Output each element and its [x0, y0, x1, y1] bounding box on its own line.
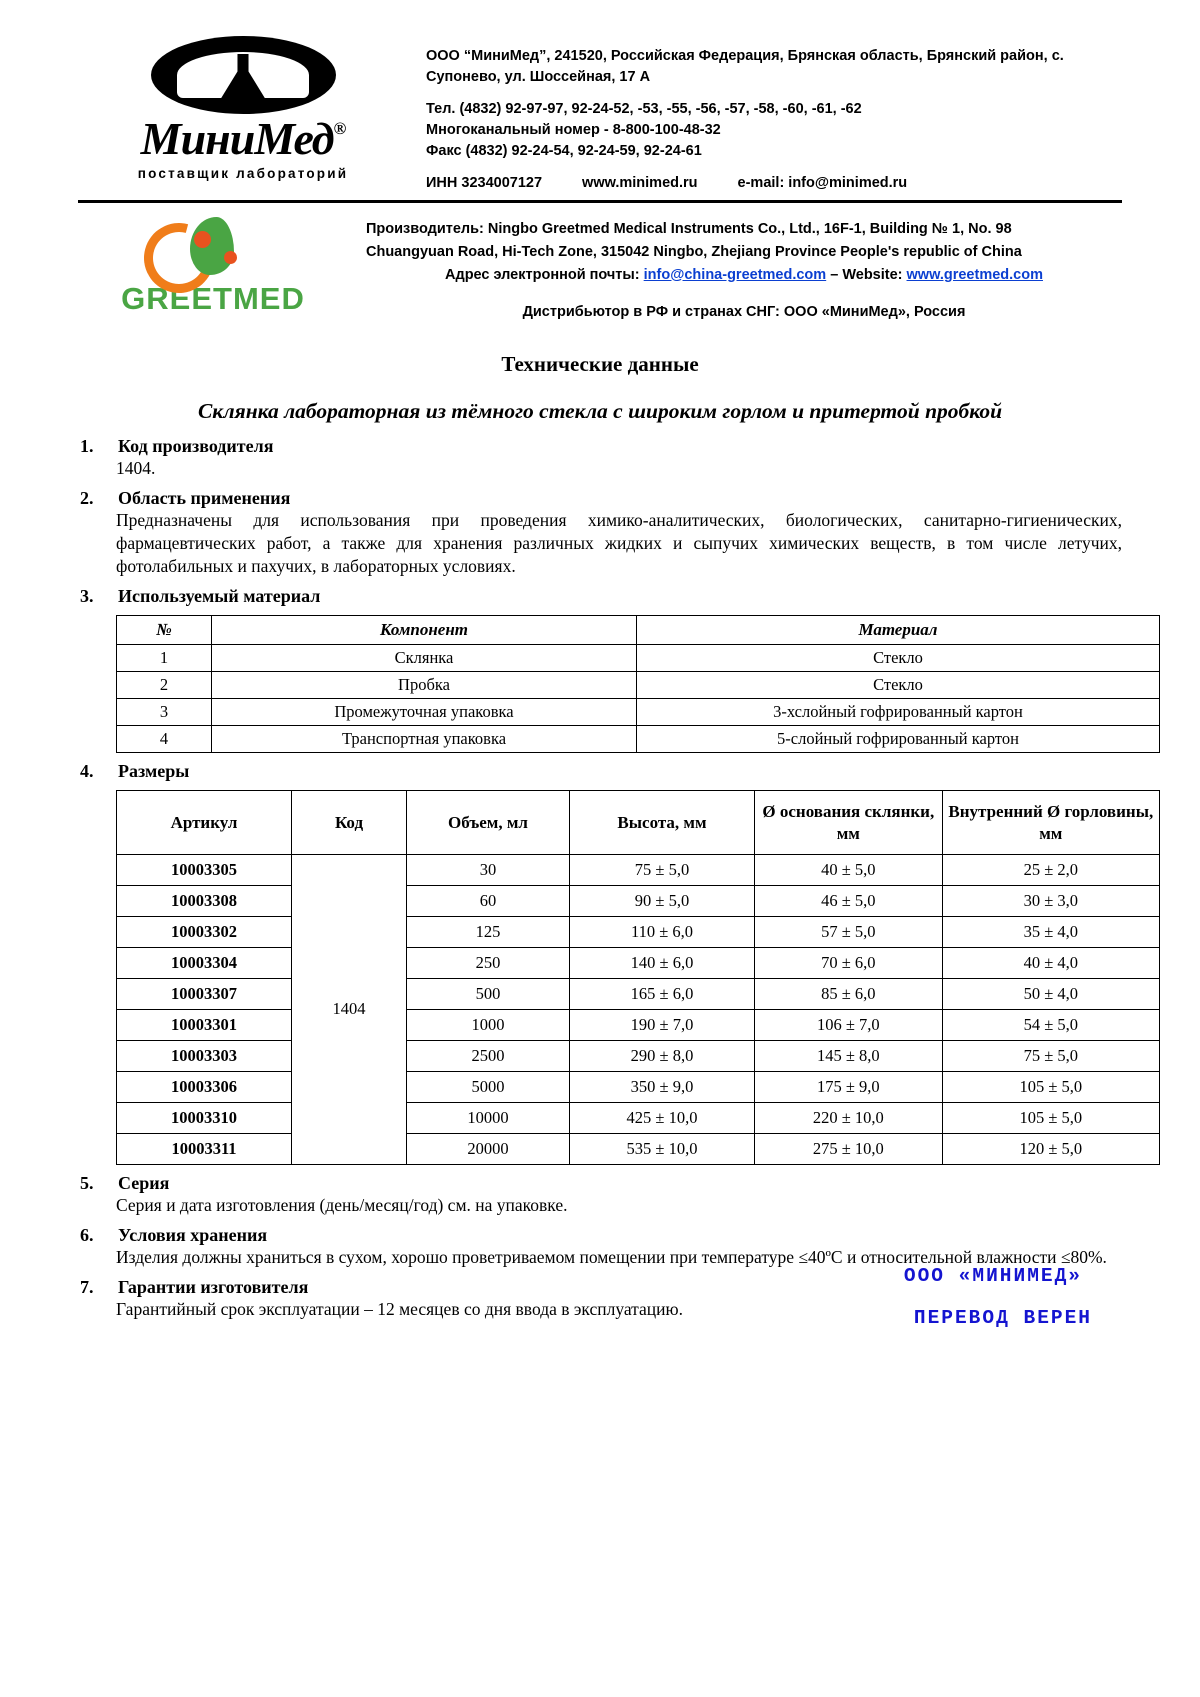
col-article: Артикул: [117, 791, 292, 855]
cell-volume: 1000: [407, 1009, 570, 1040]
cell-volume: 125: [407, 916, 570, 947]
manufacturer-email[interactable]: info@china-greetmed.com: [643, 266, 827, 283]
distributor-line: Дистрибьютор в РФ и странах СНГ: ООО «МиниМед», Россия: [522, 304, 966, 321]
minimed-logo-text: МиниМед: [140, 113, 334, 164]
cell-component: Промежуточная упаковка: [212, 699, 637, 726]
col-neck-diameter: Внутренний Ø горловины, мм: [942, 791, 1159, 855]
cell-neck-diameter: 50 ± 4,0: [942, 978, 1159, 1009]
table-row: [117, 916, 1160, 947]
manufacturer-website[interactable]: www.greetmed.com: [906, 266, 1043, 283]
cell-neck-diameter: 105 ± 5,0: [942, 1102, 1159, 1133]
section-materials: [78, 586, 1122, 607]
cell-component: Транспортная упаковка: [212, 726, 637, 753]
cell-height: 350 ± 9,0: [570, 1071, 755, 1102]
company-ids-row: [426, 173, 1122, 194]
cell-volume: 2500: [407, 1040, 570, 1071]
section-number: 4.: [80, 761, 94, 782]
cell-material: Стекло: [637, 645, 1160, 672]
cell-volume: 30: [407, 854, 570, 885]
section-number: 5.: [80, 1172, 94, 1193]
section-title: Размеры: [118, 761, 190, 782]
section-dimensions: [78, 761, 1122, 782]
section-number: 1.: [80, 436, 94, 457]
cell-neck-diameter: 54 ± 5,0: [942, 1009, 1159, 1040]
section-manufacturer-code: [78, 436, 1122, 480]
section-heading: [78, 1173, 1122, 1194]
minimed-logo-tagline: поставщик лабораторий: [137, 166, 349, 181]
cell-base-diameter: 106 ± 7,0: [755, 1009, 943, 1040]
cell-volume: 20000: [407, 1133, 570, 1164]
cell-base-diameter: 85 ± 6,0: [755, 978, 943, 1009]
section-body: Предназначены для использования при проведения химико-аналитических, биологических, санитарно-гигиенических, фармацевтических работ, а также для хранения различных жидких и сыпучих химических веществ, в том числе летучих, фотолабильных и пахучих, в лабораторных условиях.: [116, 510, 1122, 577]
section-title: Условия хранения: [118, 1225, 268, 1246]
table-row: [117, 699, 1160, 726]
table-row: [117, 854, 1160, 885]
company-email[interactable]: e-mail: info@minimed.ru: [737, 175, 908, 192]
minimed-emblem-icon: [78, 36, 408, 114]
manufacturer-website-label: Website:: [842, 266, 903, 283]
materials-table: [116, 615, 1160, 753]
minimed-logo-word: [140, 113, 346, 164]
cell-neck-diameter: 35 ± 4,0: [942, 916, 1159, 947]
cell-base-diameter: 40 ± 5,0: [755, 854, 943, 885]
cell-height: 75 ± 5,0: [570, 854, 755, 885]
cell-material: 5-слойный гофрированный картон: [637, 726, 1160, 753]
manufacturer-block: [78, 213, 1122, 324]
cell-volume: 60: [407, 885, 570, 916]
section-body: Изделия должны храниться в сухом, хорошо проветриваемом помещении при температуре ≤40ºС и относительной влажности ≤80%.: [116, 1247, 1107, 1268]
manufacturer-line-2: Chuangyuan Road, Hi-Tech Zone, 315042 Ningbo, Zhejiang Province People's republic of China: [366, 243, 1022, 260]
company-multichannel: Многоканальный номер - 8-800-100-48-32: [426, 122, 721, 139]
col-height: Высота, мм: [570, 791, 755, 855]
cell-component: Склянка: [212, 645, 637, 672]
company-website[interactable]: www.minimed.ru: [582, 175, 698, 192]
section-heading: [78, 1225, 1122, 1246]
company-inn: ИНН 3234007127: [426, 175, 543, 192]
table-header-row: [117, 616, 1160, 645]
cell-neck-diameter: 40 ± 4,0: [942, 947, 1159, 978]
cell-component: Пробка: [212, 672, 637, 699]
section-heading: [78, 436, 1122, 457]
table-row: [117, 1102, 1160, 1133]
cell-volume: 500: [407, 978, 570, 1009]
cell-height: 535 ± 10,0: [570, 1133, 755, 1164]
cell-neck-diameter: 120 ± 5,0: [942, 1133, 1159, 1164]
section-title: Используемый материал: [118, 586, 321, 607]
cell-article: 10003306: [117, 1071, 292, 1102]
section-storage-conditions: [78, 1225, 1122, 1269]
cell-article: 10003310: [117, 1102, 292, 1133]
greetmed-logo-word: GREETMED: [121, 281, 305, 317]
section-title: Гарантии изготовителя: [118, 1277, 309, 1298]
cell-article: 10003311: [117, 1133, 292, 1164]
cell-volume: 10000: [407, 1102, 570, 1133]
manufacturer-dash: –: [830, 266, 839, 283]
stamp-translation-line: ПЕРЕВОД ВЕРЕН: [913, 1307, 1092, 1329]
section-title: Серия: [118, 1172, 170, 1193]
manufacturer-email-label: Адрес электронной почты:: [445, 266, 640, 283]
letterhead: [78, 28, 1122, 194]
section-application-area: [78, 488, 1122, 578]
cell-height: 165 ± 6,0: [570, 978, 755, 1009]
header-divider: [78, 200, 1122, 203]
section-title: Область применения: [118, 488, 291, 509]
cell-base-diameter: 175 ± 9,0: [755, 1071, 943, 1102]
cell-number: 3: [117, 699, 212, 726]
cell-article: 10003303: [117, 1040, 292, 1071]
cell-height: 110 ± 6,0: [570, 916, 755, 947]
section-heading: [78, 586, 1122, 607]
section-body: Гарантийный срок эксплуатации – 12 месяцев со дня ввода в эксплуатацию.: [116, 1299, 683, 1320]
cell-base-diameter: 145 ± 8,0: [755, 1040, 943, 1071]
cell-neck-diameter: 75 ± 5,0: [942, 1040, 1159, 1071]
company-phones: Тел. (4832) 92-97-97, 92-24-52, -53, -55, -56, -57, -58, -60, -61, -62: [426, 101, 862, 118]
cell-article: 10003308: [117, 885, 292, 916]
table-row: [117, 1133, 1160, 1164]
cell-neck-diameter: 25 ± 2,0: [942, 854, 1159, 885]
col-volume: Объем, мл: [407, 791, 570, 855]
section-body: 1404.: [116, 458, 156, 479]
company-address: ООО “МиниМед”, 241520, Российская Федерация, Брянская область, Брянский район, с. Супонево, ул. Шоссейная, 17 А: [426, 48, 1064, 86]
section-number: 6.: [80, 1225, 94, 1246]
manufacturer-details: [366, 213, 1122, 324]
cell-base-diameter: 70 ± 6,0: [755, 947, 943, 978]
table-row: [117, 1009, 1160, 1040]
col-base-diameter: Ø основания склянки, мм: [755, 791, 943, 855]
cell-base-diameter: 46 ± 5,0: [755, 885, 943, 916]
table-row: [117, 645, 1160, 672]
cell-neck-diameter: 30 ± 3,0: [942, 885, 1159, 916]
cell-height: 140 ± 6,0: [570, 947, 755, 978]
col-code: Код: [292, 791, 407, 855]
cell-height: 425 ± 10,0: [570, 1102, 755, 1133]
cell-number: 1: [117, 645, 212, 672]
table-row: [117, 1040, 1160, 1071]
manufacturer-contacts: [366, 265, 1122, 287]
table-row: [117, 978, 1160, 1009]
stamp-company-line: ООО «МИНИМЕД»: [903, 1265, 1082, 1287]
cell-volume: 5000: [407, 1071, 570, 1102]
cell-article: 10003307: [117, 978, 292, 1009]
document-title: Технические данные: [501, 352, 699, 377]
document-subtitle: Склянка лабораторная из тёмного стекла с широким горлом и притертой пробкой: [197, 399, 1003, 424]
cell-height: 90 ± 5,0: [570, 885, 755, 916]
table-row: [117, 726, 1160, 753]
section-body: Серия и дата изготовления (день/месяц/год) см. на упаковке.: [116, 1194, 568, 1215]
section-number: 2.: [80, 488, 94, 509]
company-fax: Факс (4832) 92-24-54, 92-24-59, 92-24-61: [426, 143, 702, 160]
section-heading: [78, 761, 1122, 782]
greetmed-emblem-icon: [138, 217, 288, 279]
cell-base-diameter: 57 ± 5,0: [755, 916, 943, 947]
company-contact-block: [426, 28, 1122, 194]
greetmed-logo: [78, 213, 348, 317]
table-row: [117, 885, 1160, 916]
cell-number: 4: [117, 726, 212, 753]
cell-height: 290 ± 8,0: [570, 1040, 755, 1071]
section-title: Код производителя: [118, 436, 274, 457]
cell-code: 1404: [292, 854, 407, 1164]
section-series: [78, 1173, 1122, 1217]
company-phone-block: [426, 99, 1122, 162]
cell-volume: 250: [407, 947, 570, 978]
cell-article: 10003305: [117, 854, 292, 885]
cell-material: 3-хслойный гофрированный картон: [637, 699, 1160, 726]
table-row: [117, 672, 1160, 699]
table-header-row: [117, 791, 1160, 855]
cell-base-diameter: 220 ± 10,0: [755, 1102, 943, 1133]
cell-neck-diameter: 105 ± 5,0: [942, 1071, 1159, 1102]
cell-article: 10003302: [117, 916, 292, 947]
dimensions-table: [116, 790, 1160, 1165]
table-row: [117, 947, 1160, 978]
registered-trademark-icon: ®: [333, 119, 346, 138]
cell-material: Стекло: [637, 672, 1160, 699]
col-component: Компонент: [212, 616, 637, 645]
cell-base-diameter: 275 ± 10,0: [755, 1133, 943, 1164]
col-number: №: [117, 616, 212, 645]
col-material: Материал: [637, 616, 1160, 645]
manufacturer-line-1: Производитель: Ningbo Greetmed Medical Instruments Co., Ltd., 16F-1, Building № 1, No. 98: [366, 221, 1012, 238]
cell-height: 190 ± 7,0: [570, 1009, 755, 1040]
cell-article: 10003304: [117, 947, 292, 978]
section-number: 7.: [80, 1277, 94, 1298]
section-heading: [78, 488, 1122, 509]
cell-article: 10003301: [117, 1009, 292, 1040]
section-number: 3.: [80, 586, 94, 607]
minimed-logo: [78, 28, 408, 181]
cell-number: 2: [117, 672, 212, 699]
table-row: [117, 1071, 1160, 1102]
